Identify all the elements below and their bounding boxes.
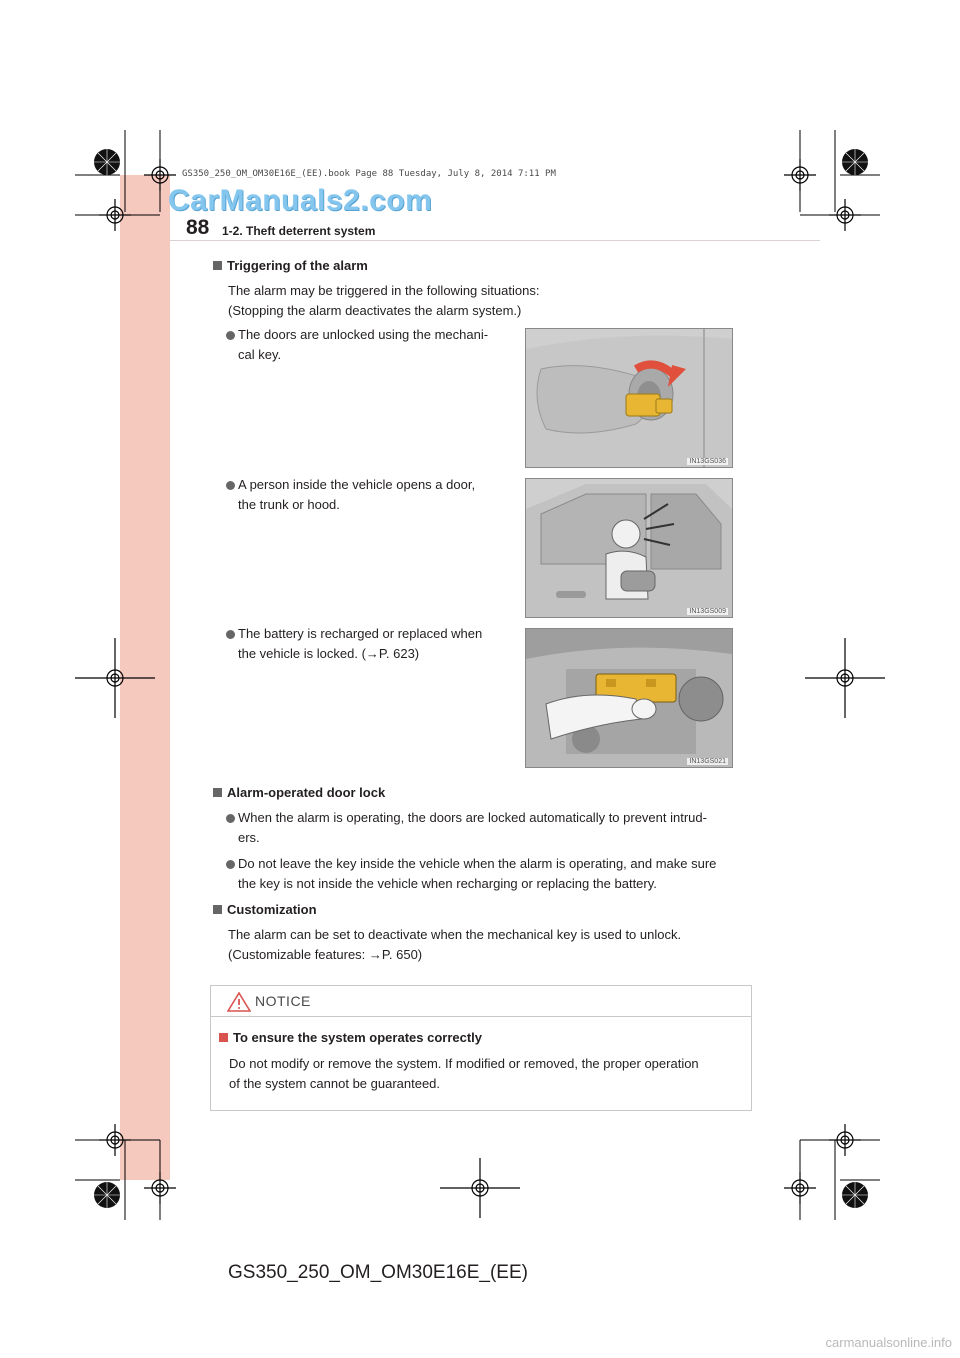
square-bullet-icon [219,1033,228,1042]
notice-line-1: Do not modify or remove the system. If modified or removed, the proper operation [229,1056,699,1071]
bullet-icon [226,481,235,490]
notice-line-2: of the system cannot be guaranteed. [229,1076,441,1091]
warning-triangle-icon [227,992,251,1012]
triggering-intro-1: The alarm may be triggered in the following situations: [228,283,540,298]
vehicle-window-illustration [526,479,732,617]
engine-bay-illustration [526,629,732,767]
trigger-item-3-line2: the vehicle is locked. (→P. 623) [238,646,420,661]
square-bullet-icon [213,788,222,797]
trigger-item-3-line1: The battery is recharged or replaced when [238,626,483,641]
square-bullet-icon [213,905,222,914]
figure-code: IN13GS009 [689,608,726,615]
figure-code: IN13GS036 [689,458,726,465]
square-bullet-icon [213,261,222,270]
alarm-lock-item-2-line1: Do not leave the key inside the vehicle when the alarm is operating, and make sure [238,856,717,871]
watermark-logo: CarManuals2.com [168,184,433,217]
figure-battery-replacement [525,628,733,768]
trigger-item-2-line2: the trunk or hood. [238,497,340,512]
customization-heading: Customization [213,902,317,917]
trigger-item-2-line1: A person inside the vehicle opens a door, [238,477,476,492]
bullet-icon [226,331,235,340]
section-title: 1-2. Theft deterrent system [222,224,376,238]
triggering-intro-2: (Stopping the alarm deactivates the alarm system.) [228,303,522,318]
trigger-item-1-line2: cal key. [238,347,282,362]
footer-document-code: GS350_250_OM_OM30E16E_(EE) [228,1262,528,1283]
figure-code: IN13GS021 [689,758,726,765]
print-job-line: GS350_250_OM_OM30E16E_(EE).book Page 88 Tuesday, July 8, 2014 7:11 PM [182,169,556,179]
notice-divider [211,1016,751,1017]
alarm-lock-item-2-line2: the key is not inside the vehicle when recharging or replacing the battery. [238,876,657,891]
figure-door-handle-key [525,328,733,468]
page-number: 88 [186,216,210,239]
notice-box [210,985,752,1111]
alarm-lock-item-1-line1: When the alarm is operating, the doors are locked automatically to prevent intrud- [238,810,707,825]
bullet-icon [226,860,235,869]
alarm-lock-item-1-line2: ers. [238,830,260,845]
customization-line-1: The alarm can be set to deactivate when the mechanical key is used to unlock. [228,927,682,942]
bullet-icon [226,630,235,639]
alarm-lock-heading: Alarm-operated door lock [213,785,385,800]
figure-person-opens-door [525,478,733,618]
footer-site-watermark: carmanualsonline.info [825,1335,952,1350]
door-handle-illustration [526,329,732,467]
notice-title: NOTICE [255,993,311,1009]
triggering-heading: Triggering of the alarm [213,258,368,273]
bullet-icon [226,814,235,823]
trigger-item-1-line1: The doors are unlocked using the mechani- [238,327,489,342]
notice-heading: To ensure the system operates correctly [219,1030,482,1045]
customization-line-2: (Customizable features: →P. 650) [228,947,423,962]
